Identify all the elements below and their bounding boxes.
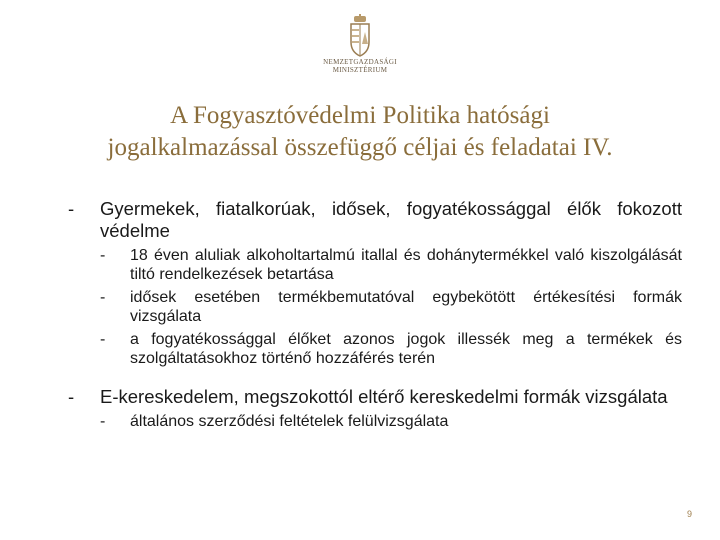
title-line-2: jogalkalmazással összefüggő céljai és feladatai IV. — [107, 134, 613, 161]
sub-bullet-text: a fogyatékossággal élőket azonos jogok illessék meg a termékek és szolgáltatásokhoz történő hozzáférés terén — [130, 331, 682, 367]
bullet-text: E-kereskedelem, megszokottól eltérő kereskedelmi formák vizsgálata — [100, 386, 668, 407]
sub-bullet-text: általános szerződési feltételek felülvizsgálata — [130, 413, 449, 430]
sub-bullet-item — [100, 288, 682, 326]
sub-bullet-dash: - — [100, 413, 106, 430]
coat-of-arms-icon — [348, 14, 372, 58]
sub-bullet-text: 18 éven aluliak alkoholtartalmú itallal és dohánytermékkel való kiszolgálását tiltó rendelkezések betartása — [130, 247, 682, 283]
sub-bullet-item — [100, 330, 682, 368]
logo-text-line2: MINISZTÉRIUM — [332, 66, 388, 74]
bullet-dash: - — [68, 386, 75, 407]
title-line-1: A Fogyasztóvédelmi Politika hatósági — [170, 102, 550, 129]
sub-bullet-dash: - — [100, 331, 106, 348]
sub-bullet-dash: - — [100, 289, 106, 306]
sub-bullet-item — [100, 412, 682, 431]
page-number: 9 — [686, 509, 692, 519]
bullet-text: Gyermekek, fiatalkorúak, idősek, fogyatékossággal élők fokozott védelme — [100, 198, 682, 241]
bullet-list — [68, 198, 682, 431]
ministry-logo — [310, 14, 410, 84]
page-title — [20, 100, 700, 164]
bullet-item — [68, 386, 682, 408]
logo-text-line1: NEMZETGAZDASÁGI — [323, 58, 397, 66]
sub-bullet-item — [100, 246, 682, 284]
bullet-item — [68, 198, 682, 242]
bullet-dash: - — [68, 198, 75, 219]
sub-bullet-text: idősek esetében termékbemutatóval egybekötött értékesítési formák vizsgálata — [130, 289, 682, 325]
sub-bullet-dash: - — [100, 247, 106, 264]
